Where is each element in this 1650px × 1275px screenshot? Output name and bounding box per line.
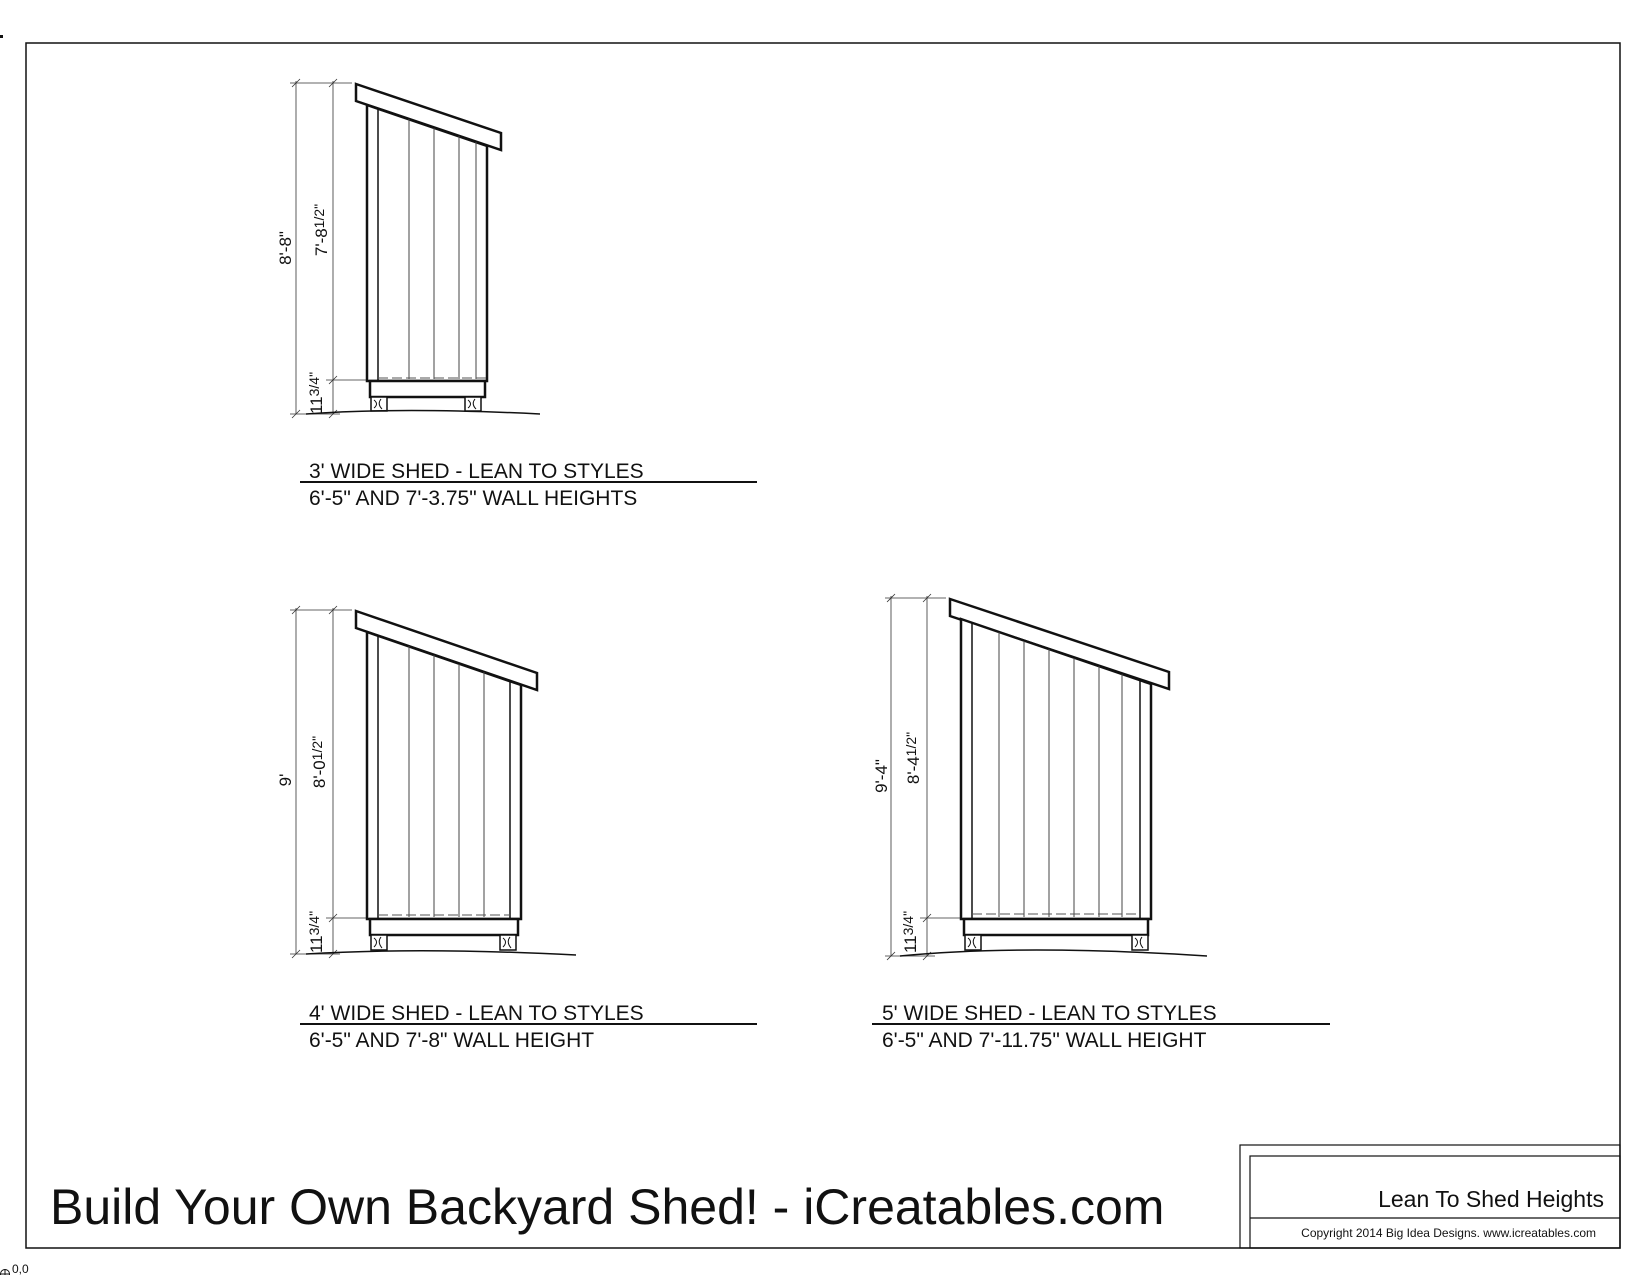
shed-5ft-wall-height: 8'-41/2" xyxy=(903,731,923,785)
banner-text: Build Your Own Backyard Shed! - iCreatables.com xyxy=(50,1179,1165,1235)
sheet-border xyxy=(26,43,1620,1248)
shed-4ft-floor-frame xyxy=(370,919,518,935)
shed-3ft-total-height: 8'-8" xyxy=(276,231,295,265)
shed-3ft-title: 3' WIDE SHED - LEAN TO STYLES xyxy=(309,460,644,483)
shed-4ft-title: 4' WIDE SHED - LEAN TO STYLES xyxy=(309,1002,644,1025)
shed-3ft-skid-grain xyxy=(374,399,476,409)
corner-mark xyxy=(0,35,3,38)
shed-5ft-total-height: 9'-4" xyxy=(872,759,891,793)
origin-marker xyxy=(0,1262,29,1275)
shed-4ft-ground xyxy=(306,951,576,955)
shed-4ft-subtitle: 6'-5" AND 7'-8" WALL HEIGHT xyxy=(309,1029,595,1052)
shed-4ft-wall-height: 8'-01/2" xyxy=(309,735,329,789)
title-block-title: Lean To Shed Heights xyxy=(1378,1186,1604,1212)
origin-label: 0,0 xyxy=(12,1262,29,1275)
shed-3ft-floor-frame xyxy=(370,381,485,397)
shed-5ft-floor-frame xyxy=(964,919,1148,935)
shed-5ft-floor-height: 113/4" xyxy=(900,910,920,954)
shed-3ft-wall xyxy=(367,105,487,381)
shed-4ft-total-height: 9' xyxy=(276,773,295,787)
shed-3ft-elevation xyxy=(276,79,540,418)
shed-4ft-dimension-lines xyxy=(290,606,370,958)
title-block-copyright: Copyright 2014 Big Idea Designs. www.icreatables.com xyxy=(1301,1226,1596,1240)
shed-5ft-elevation xyxy=(872,594,1207,960)
shed-5ft-skid-grain xyxy=(968,937,1143,948)
shed-4ft-skid-grain xyxy=(374,937,511,948)
shed-4ft-floor-height: 113/4" xyxy=(306,910,326,954)
shed-5ft-subtitle: 6'-5" AND 7'-11.75" WALL HEIGHT xyxy=(882,1029,1207,1052)
shed-5ft-dimension-lines xyxy=(885,594,964,960)
title-block xyxy=(1240,1145,1620,1248)
shed-3ft-ground xyxy=(306,411,540,415)
shed-3ft-subtitle: 6'-5" AND 7'-3.75" WALL HEIGHTS xyxy=(309,487,638,510)
shed-5ft-ground xyxy=(900,950,1207,956)
shed-4ft-elevation xyxy=(276,606,576,958)
shed-3ft-wall-height: 7'-81/2" xyxy=(311,203,331,257)
shed-5ft-title: 5' WIDE SHED - LEAN TO STYLES xyxy=(882,1002,1217,1025)
shed-3ft-floor-height: 113/4" xyxy=(306,371,326,415)
